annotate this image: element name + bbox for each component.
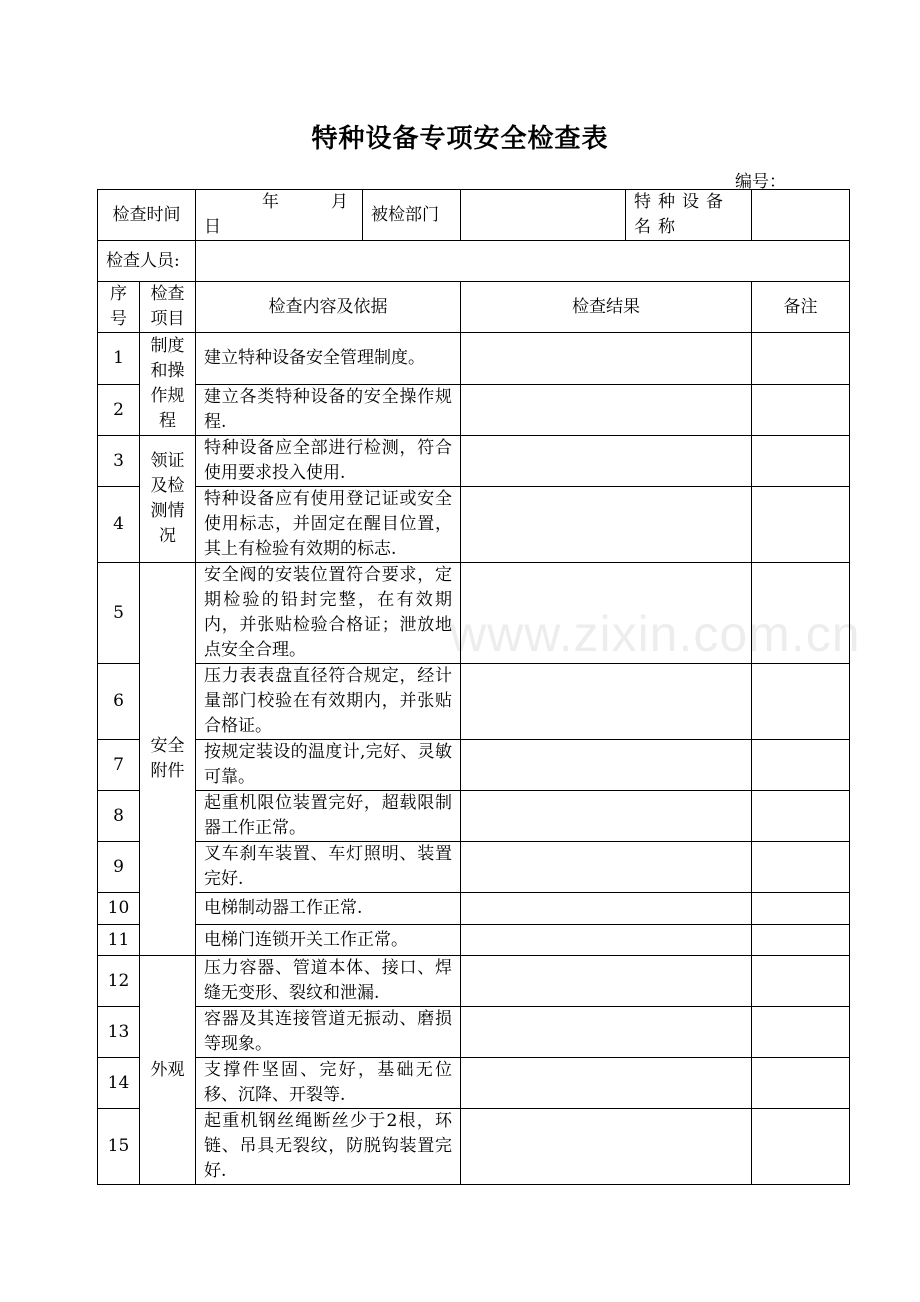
table-row <box>98 1007 850 1058</box>
row-number: 7 <box>98 740 140 791</box>
table-row <box>98 436 850 487</box>
note-cell[interactable] <box>752 1007 850 1058</box>
seq-column-header: 序号 <box>98 282 140 333</box>
note-cell[interactable] <box>752 1109 850 1185</box>
table-row <box>98 1058 850 1109</box>
check-content: 压力容器、管道本体、接口、焊缝无变形、裂纹和泄漏. <box>196 956 461 1007</box>
result-cell[interactable] <box>461 664 752 740</box>
category-cell: 领证及检测情况 <box>140 436 196 563</box>
result-column-header: 检查结果 <box>461 282 752 333</box>
note-cell[interactable] <box>752 487 850 563</box>
check-content: 安全阀的安装位置符合要求，定期检验的铅封完整，在有效期内，并张贴检验合格证；泄放地点安全合理。 <box>196 563 461 664</box>
row-number: 12 <box>98 956 140 1007</box>
row-number: 10 <box>98 893 140 925</box>
check-content: 起重机限位装置完好，超载限制器工作正常。 <box>196 791 461 842</box>
result-cell[interactable] <box>461 487 752 563</box>
note-column-header: 备注 <box>752 282 850 333</box>
row-number: 8 <box>98 791 140 842</box>
equipment-name-label: 特种设备名称 <box>626 190 752 241</box>
note-cell[interactable] <box>752 740 850 791</box>
inspector-field[interactable] <box>196 241 850 282</box>
row-number: 13 <box>98 1007 140 1058</box>
table-row <box>98 487 850 563</box>
check-content: 建立特种设备安全管理制度。 <box>196 333 461 385</box>
equipment-name-field[interactable] <box>752 190 850 241</box>
table-row <box>98 664 850 740</box>
inspector-row <box>98 241 850 282</box>
note-cell[interactable] <box>752 893 850 925</box>
inspector-label: 检查人员: <box>98 241 196 282</box>
check-content: 特种设备应有使用登记证或安全使用标志，并固定在醒目位置，其上有检验有效期的标志. <box>196 487 461 563</box>
month-label: 月 <box>331 192 348 212</box>
inspection-time-label: 检查时间 <box>98 190 196 241</box>
serial-number-label: 编号： <box>735 172 786 192</box>
result-cell[interactable] <box>461 385 752 436</box>
check-content: 按规定装设的温度计,完好、灵敏可靠。 <box>196 740 461 791</box>
table-row <box>98 563 850 664</box>
inspected-dept-field[interactable] <box>461 190 626 241</box>
check-content: 压力表表盘直径符合规定，经计量部门校验在有效期内，并张贴合格证。 <box>196 664 461 740</box>
inspection-table <box>97 189 850 1185</box>
note-cell[interactable] <box>752 385 850 436</box>
row-number: 3 <box>98 436 140 487</box>
row-number: 5 <box>98 563 140 664</box>
note-cell[interactable] <box>752 791 850 842</box>
check-content: 特种设备应全部进行检测，符合使用要求投入使用. <box>196 436 461 487</box>
result-cell[interactable] <box>461 893 752 925</box>
column-header-row <box>98 282 850 333</box>
check-content: 容器及其连接管道无振动、磨损等现象。 <box>196 1007 461 1058</box>
result-cell[interactable] <box>461 1109 752 1185</box>
category-cell: 安全附件 <box>140 563 196 956</box>
row-number: 11 <box>98 925 140 956</box>
table-row <box>98 956 850 1007</box>
result-cell[interactable] <box>461 791 752 842</box>
category-cell: 制度和操作规程 <box>140 333 196 436</box>
result-cell[interactable] <box>461 1007 752 1058</box>
table-row <box>98 842 850 893</box>
note-cell[interactable] <box>752 333 850 385</box>
table-row <box>98 740 850 791</box>
info-row <box>98 190 850 241</box>
result-cell[interactable] <box>461 563 752 664</box>
result-cell[interactable] <box>461 333 752 385</box>
row-number: 15 <box>98 1109 140 1185</box>
check-content: 电梯制动器工作正常. <box>196 893 461 925</box>
result-cell[interactable] <box>461 925 752 956</box>
content-column-header: 检查内容及依据 <box>196 282 461 333</box>
row-number: 2 <box>98 385 140 436</box>
note-cell[interactable] <box>752 436 850 487</box>
result-cell[interactable] <box>461 956 752 1007</box>
note-cell[interactable] <box>752 563 850 664</box>
table-row <box>98 791 850 842</box>
row-number: 4 <box>98 487 140 563</box>
table-row <box>98 333 850 385</box>
result-cell[interactable] <box>461 842 752 893</box>
note-cell[interactable] <box>752 842 850 893</box>
table-row <box>98 893 850 925</box>
day-label: 日 <box>204 217 221 237</box>
row-number: 14 <box>98 1058 140 1109</box>
result-cell[interactable] <box>461 436 752 487</box>
row-number: 9 <box>98 842 140 893</box>
check-content: 电梯门连锁开关工作正常。 <box>196 925 461 956</box>
result-cell[interactable] <box>461 740 752 791</box>
check-content: 建立各类特种设备的安全操作规程. <box>196 385 461 436</box>
note-cell[interactable] <box>752 664 850 740</box>
note-cell[interactable] <box>752 925 850 956</box>
note-cell[interactable] <box>752 1058 850 1109</box>
table-row <box>98 925 850 956</box>
check-content: 支撑件坚固、完好，基础无位移、沉降、开裂等. <box>196 1058 461 1109</box>
category-cell: 外观 <box>140 956 196 1185</box>
document-title: 特种设备专项安全检查表 <box>311 124 609 154</box>
check-content: 起重机钢丝绳断丝少于2根，环链、吊具无裂纹，防脱钩装置完好. <box>196 1109 461 1185</box>
table-row <box>98 1109 850 1185</box>
year-label: 年 <box>262 192 279 212</box>
result-cell[interactable] <box>461 1058 752 1109</box>
watermark: www.zixin.com.cn <box>450 606 861 662</box>
table-row <box>98 385 850 436</box>
check-content: 叉车刹车装置、车灯照明、装置完好. <box>196 842 461 893</box>
inspected-dept-label: 被检部门 <box>363 190 461 241</box>
row-number: 6 <box>98 664 140 740</box>
item-column-header: 检查项目 <box>140 282 196 333</box>
inspection-date-field[interactable] <box>196 190 363 241</box>
row-number: 1 <box>98 333 140 385</box>
note-cell[interactable] <box>752 956 850 1007</box>
